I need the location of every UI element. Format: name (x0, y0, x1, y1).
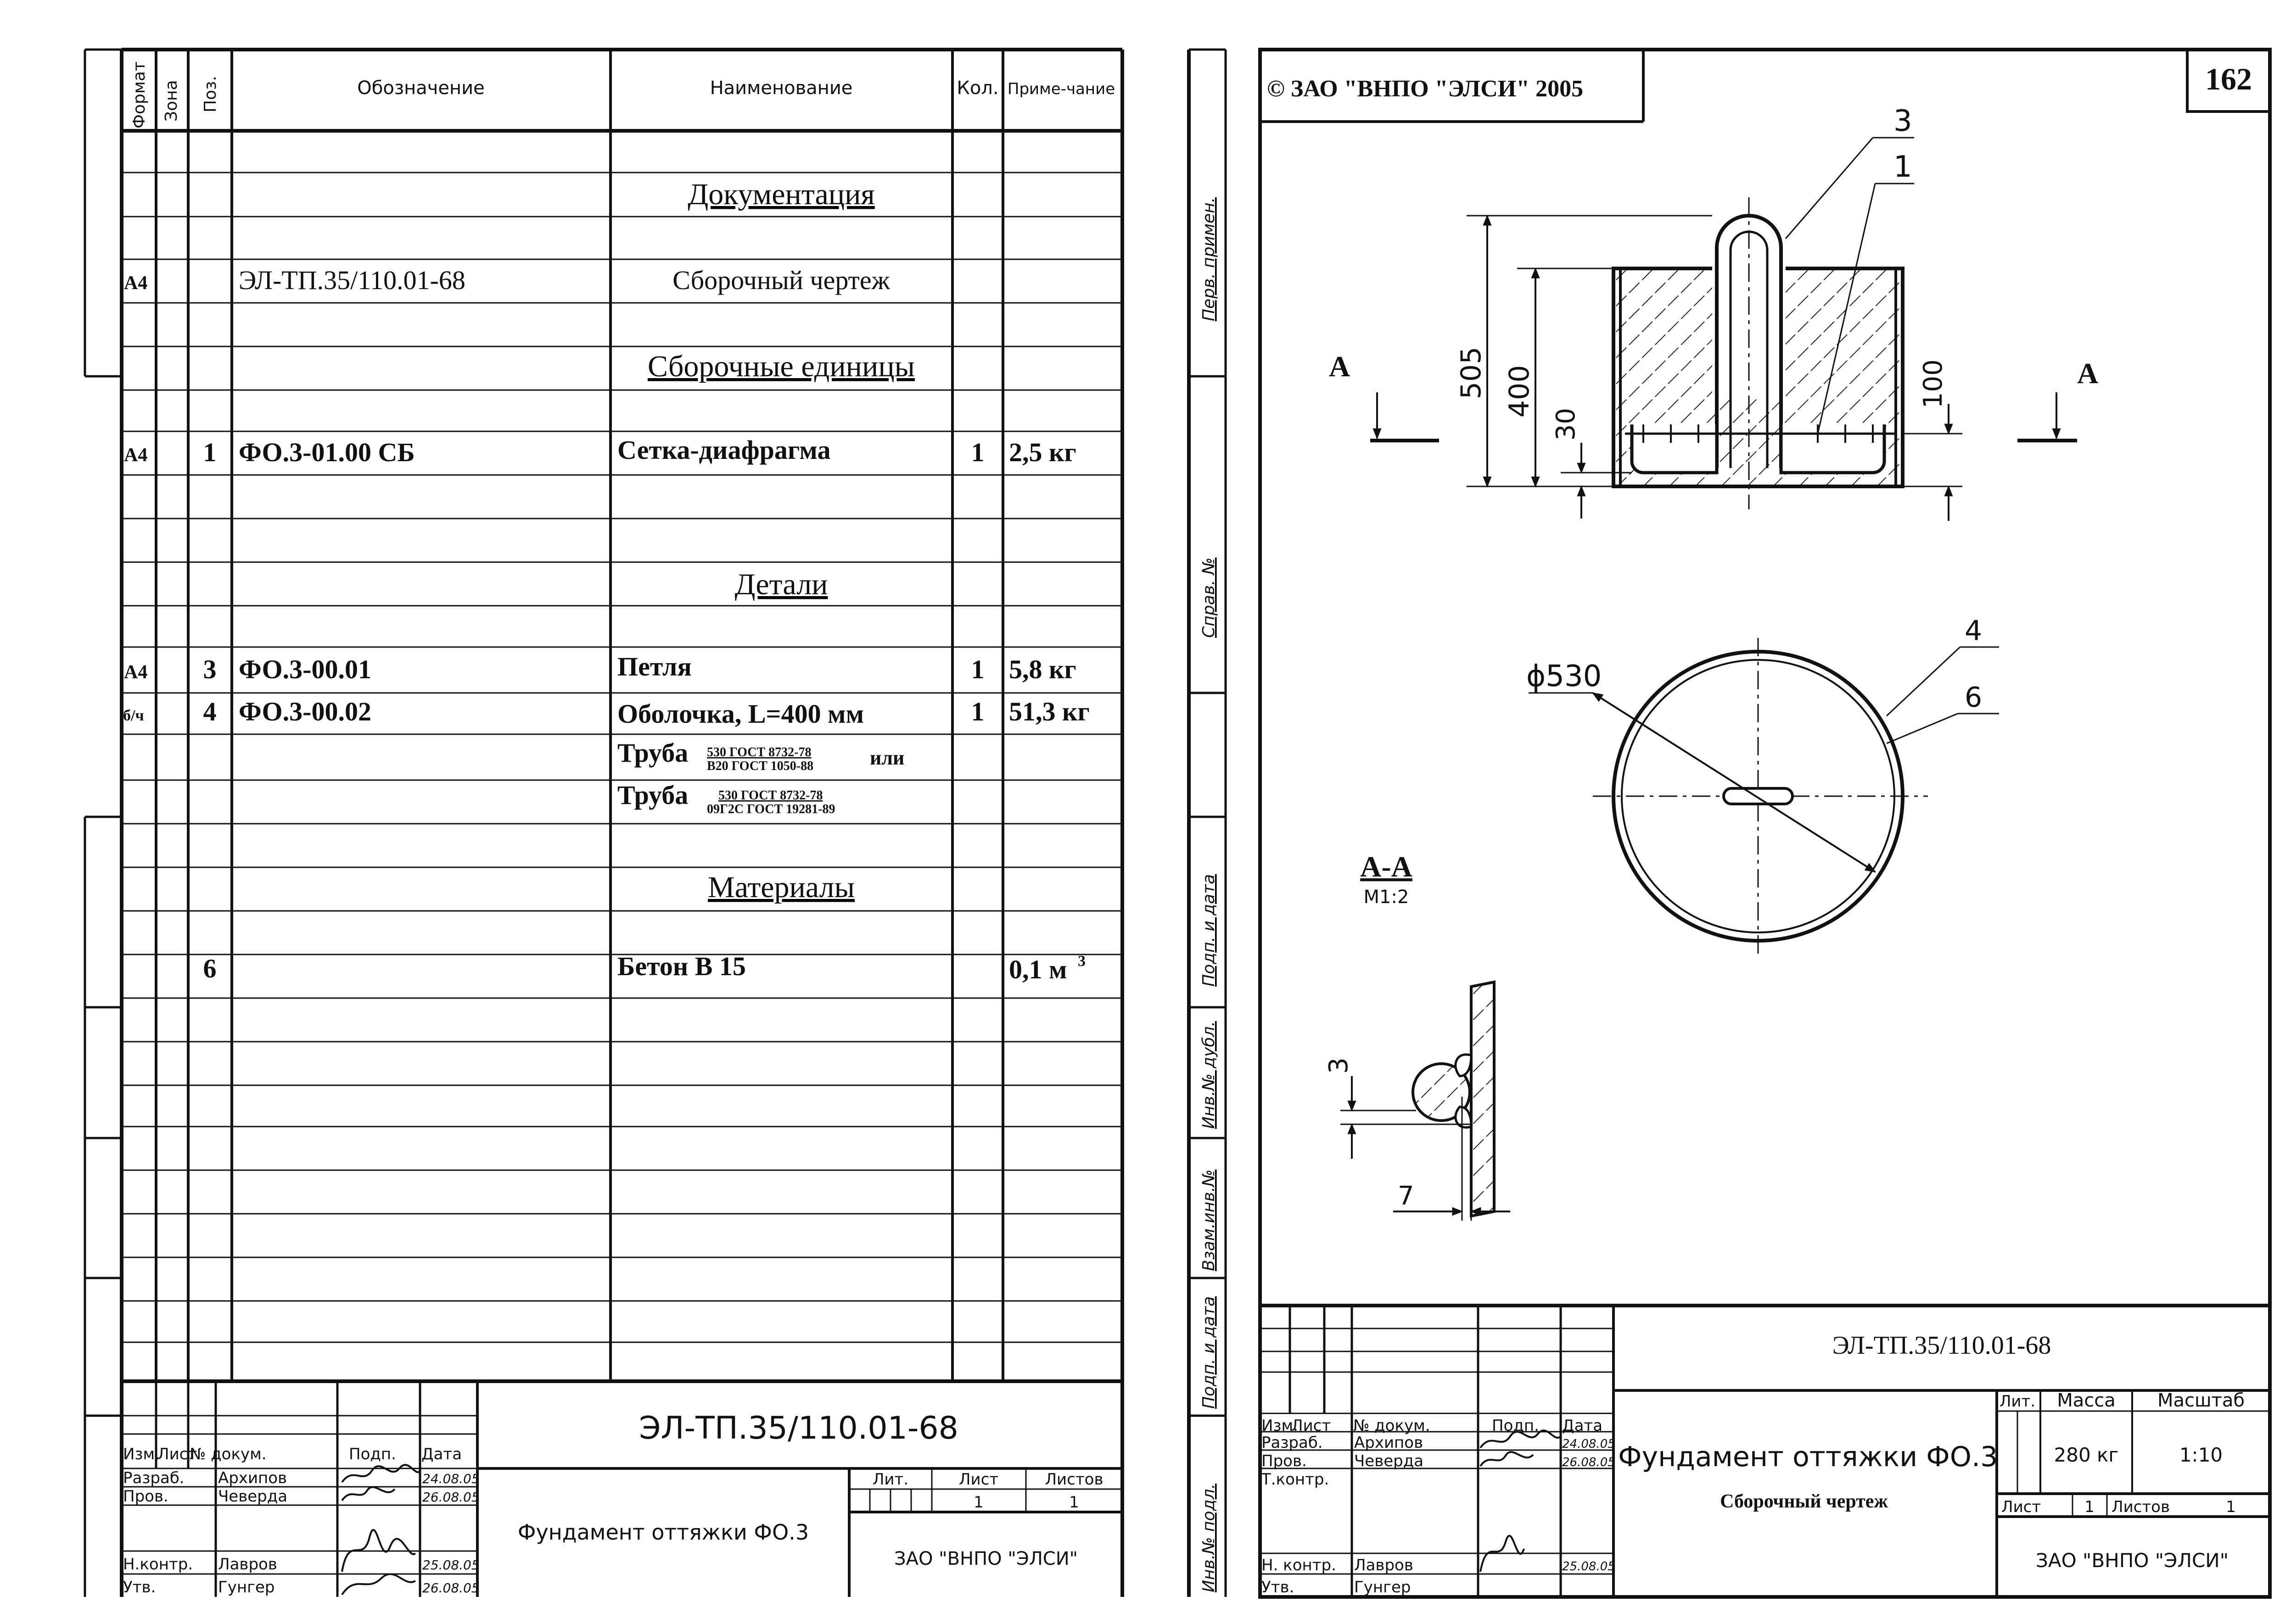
dim-400: 400 (1503, 365, 1535, 418)
row-designation: ФО.3-00.02 (239, 697, 371, 726)
margin-label-sign-date-2: Подп. и дата (1199, 1296, 1218, 1409)
tb-date: 26.08.05 (422, 1490, 480, 1505)
tb-person: Чеверда (1354, 1452, 1424, 1470)
tb-person: Архипов (1354, 1434, 1423, 1452)
tb-col-izm: Изм. (123, 1445, 160, 1463)
row-designation: ФО.3-01.00 СБ (239, 437, 415, 467)
section-materials: Материалы (708, 871, 855, 904)
tb-sheets-label: Листов (1045, 1470, 1103, 1489)
row-designation: ФО.3-00.01 (239, 654, 371, 684)
header-zone: Зона (162, 80, 181, 122)
margin-label-dup-inv: Инв.№ дубл. (1199, 1021, 1218, 1129)
pipe-numerator: 530 ГОСТ 8732-78 (707, 745, 812, 759)
tb-person: Гунгер (1354, 1578, 1411, 1596)
dim-100: 100 (1918, 359, 1948, 408)
tb-role: Пров. (123, 1487, 168, 1506)
row-pos: 3 (203, 654, 217, 684)
pipe-or: или (870, 747, 905, 769)
tb-sheet-label: Лист (2001, 1498, 2041, 1516)
tb-col-list: Лист (157, 1445, 197, 1463)
row-format: А4 (124, 662, 148, 683)
weld-detail (1340, 982, 1510, 1221)
pipe-prefix: Труба (617, 738, 689, 768)
row-name: Петля (617, 652, 692, 681)
tb-role: Разраб. (1261, 1434, 1323, 1452)
signatures-right (1480, 1430, 1561, 1572)
margin-label-ref-no: Справ. № (1199, 557, 1218, 638)
row-format: А4 (124, 273, 148, 294)
margin-label-repl-inv: Взам.инв.№ (1199, 1169, 1218, 1271)
page-number: 162 (2205, 61, 2252, 96)
dim-30: 30 (1551, 407, 1581, 441)
tb-mass: 280 кг (2054, 1444, 2119, 1466)
tb-sheet: 1 (2084, 1498, 2095, 1516)
weld-detail-labels (1324, 1057, 1414, 1211)
tb-scale-label: Масштаб (2157, 1390, 2245, 1411)
tb-sheets: 1 (1069, 1493, 1079, 1512)
leader-label-1: 1 (1893, 150, 1912, 184)
header-note: Приме-чание (1007, 80, 1115, 98)
header-format: Формат (130, 61, 149, 128)
row-note: 5,8 кг (1009, 654, 1076, 684)
diameter-label: ϕ530 (1526, 659, 1602, 693)
section-documentation: Документация (688, 178, 875, 211)
row-note: 0,1 м (1009, 954, 1067, 984)
pipe-denominator: 09Г2С ГОСТ 19281-89 (707, 802, 835, 816)
tb-title: Фундамент оттяжки ФО.3 (1618, 1441, 1998, 1473)
leader-label-6: 6 (1965, 681, 1983, 714)
weld-dim-7: 7 (1398, 1181, 1414, 1211)
dim-505: 505 (1455, 346, 1487, 399)
margin-label-sign-date: Подп. и дата (1199, 874, 1218, 987)
row-pos: 4 (203, 697, 217, 726)
left-title-block (123, 1410, 1103, 1596)
tb-role: Пров. (1261, 1452, 1307, 1470)
row-note-sup: 3 (1078, 953, 1086, 970)
tb-role: Разраб. (123, 1469, 185, 1487)
tb-col-date: Дата (421, 1445, 462, 1463)
tb-sheets: 1 (2226, 1498, 2236, 1516)
row-pos: 1 (203, 437, 217, 467)
row-format: б/ч (123, 707, 144, 724)
row-note: 2,5 кг (1009, 437, 1076, 467)
leader-label-4: 4 (1965, 615, 1983, 647)
header-name: Наименование (710, 78, 853, 99)
weld-dim-3: 3 (1324, 1057, 1354, 1074)
front-view (1370, 138, 2077, 521)
tb-code: ЭЛ-ТП.35/110.01-68 (1832, 1331, 2051, 1360)
row-qty: 1 (971, 437, 985, 467)
tb-role: Н. контр. (1261, 1556, 1336, 1574)
tb-role: Утв. (123, 1578, 156, 1596)
pipe-numerator: 530 ГОСТ 8732-78 (718, 788, 823, 803)
spec-rows (123, 265, 1090, 984)
tb-person: Гунгер (218, 1578, 275, 1596)
tb-col-doc: № докум. (190, 1445, 267, 1463)
tb-col-date: Дата (1562, 1417, 1603, 1435)
tb-date: 26.08.05 (422, 1580, 480, 1596)
signatures-left (342, 1465, 420, 1595)
tb-lit-label: Лит. (872, 1470, 909, 1489)
tb-person: Чеверда (218, 1487, 288, 1506)
row-pos: 6 (203, 954, 217, 983)
tb-sheet-label: Лист (958, 1470, 999, 1489)
tb-person: Архипов (218, 1469, 287, 1487)
tb-person: Лавров (218, 1555, 277, 1574)
tb-mass-label: Масса (2057, 1390, 2116, 1411)
margin-label-orig-inv: Инв.№ подл. (1199, 1484, 1218, 1592)
section-parts: Детали (734, 568, 828, 601)
header-pos: Поз. (201, 76, 220, 112)
row-qty: 1 (971, 654, 985, 684)
section-scale: М1:2 (1363, 887, 1409, 908)
row-note: 51,3 кг (1009, 697, 1090, 726)
row-name: Сетка-диафрагма (617, 435, 831, 465)
margin-label-first-use: Перв. примен. (1199, 197, 1218, 321)
tb-org: ЗАО "ВНПО "ЭЛСИ" (894, 1548, 1078, 1569)
copyright-label: © ЗАО "ВНПО "ЭЛСИ" 2005 (1267, 76, 1584, 102)
tb-role: Т.контр. (1261, 1470, 1329, 1489)
pipe-prefix: Труба (617, 780, 689, 810)
tb-role: Н.контр. (123, 1555, 193, 1574)
section-view-labels (1360, 615, 1982, 908)
tb-col-sign: Подп. (349, 1445, 396, 1463)
section-mark-right: А (2077, 357, 2099, 390)
tb-lit-label: Лит. (1999, 1392, 2036, 1411)
tb-scale: 1:10 (2179, 1444, 2223, 1466)
section-mark-left: А (1329, 350, 1350, 383)
binding-labels (1199, 197, 1218, 1592)
tb-date: 24.08.05 (1562, 1437, 1615, 1451)
pipe-denominator: В20 ГОСТ 1050-88 (707, 759, 814, 773)
tb-col-izm: Изм. (1261, 1417, 1298, 1435)
row-name: Оболочка, L=400 мм (617, 699, 864, 729)
tb-org: ЗАО "ВНПО "ЭЛСИ" (2035, 1549, 2229, 1572)
row-name: Бетон В 15 (617, 951, 746, 981)
tb-col-doc: № докум. (1353, 1417, 1430, 1435)
tb-sheet: 1 (974, 1493, 984, 1512)
tb-date: 26.08.05 (1562, 1456, 1615, 1469)
row-designation: ЭЛ-ТП.35/110.01-68 (239, 265, 465, 295)
tb-title: Фундамент оттяжки ФО.3 (517, 1520, 809, 1545)
tb-subtitle: Сборочный чертеж (1720, 1491, 1888, 1512)
section-title: А-А (1360, 850, 1412, 883)
tb-date: 25.08.05 (1562, 1560, 1615, 1574)
tb-person: Лавров (1354, 1556, 1413, 1574)
right-title-block (1261, 1331, 2245, 1596)
row-qty: 1 (971, 697, 985, 726)
right-header (1267, 61, 2252, 102)
leader-label-3: 3 (1893, 104, 1912, 138)
tb-date: 24.08.05 (422, 1471, 480, 1486)
section-assemblies: Сборочные единицы (648, 350, 915, 383)
tb-col-list: Лист (1291, 1417, 1331, 1435)
tb-code: ЭЛ-ТП.35/110.01-68 (639, 1410, 958, 1446)
tb-sheets-label: Листов (2112, 1498, 2170, 1516)
header-qty: Кол. (957, 78, 999, 99)
tb-date: 25.08.05 (422, 1557, 480, 1573)
header-designation: Обозначение (357, 78, 485, 99)
tb-col-sign: Подп. (1492, 1417, 1539, 1435)
left-header (130, 61, 1115, 128)
row-format: А4 (124, 445, 148, 466)
row-name: Сборочный чертеж (672, 265, 890, 295)
tb-role: Утв. (1261, 1578, 1294, 1596)
